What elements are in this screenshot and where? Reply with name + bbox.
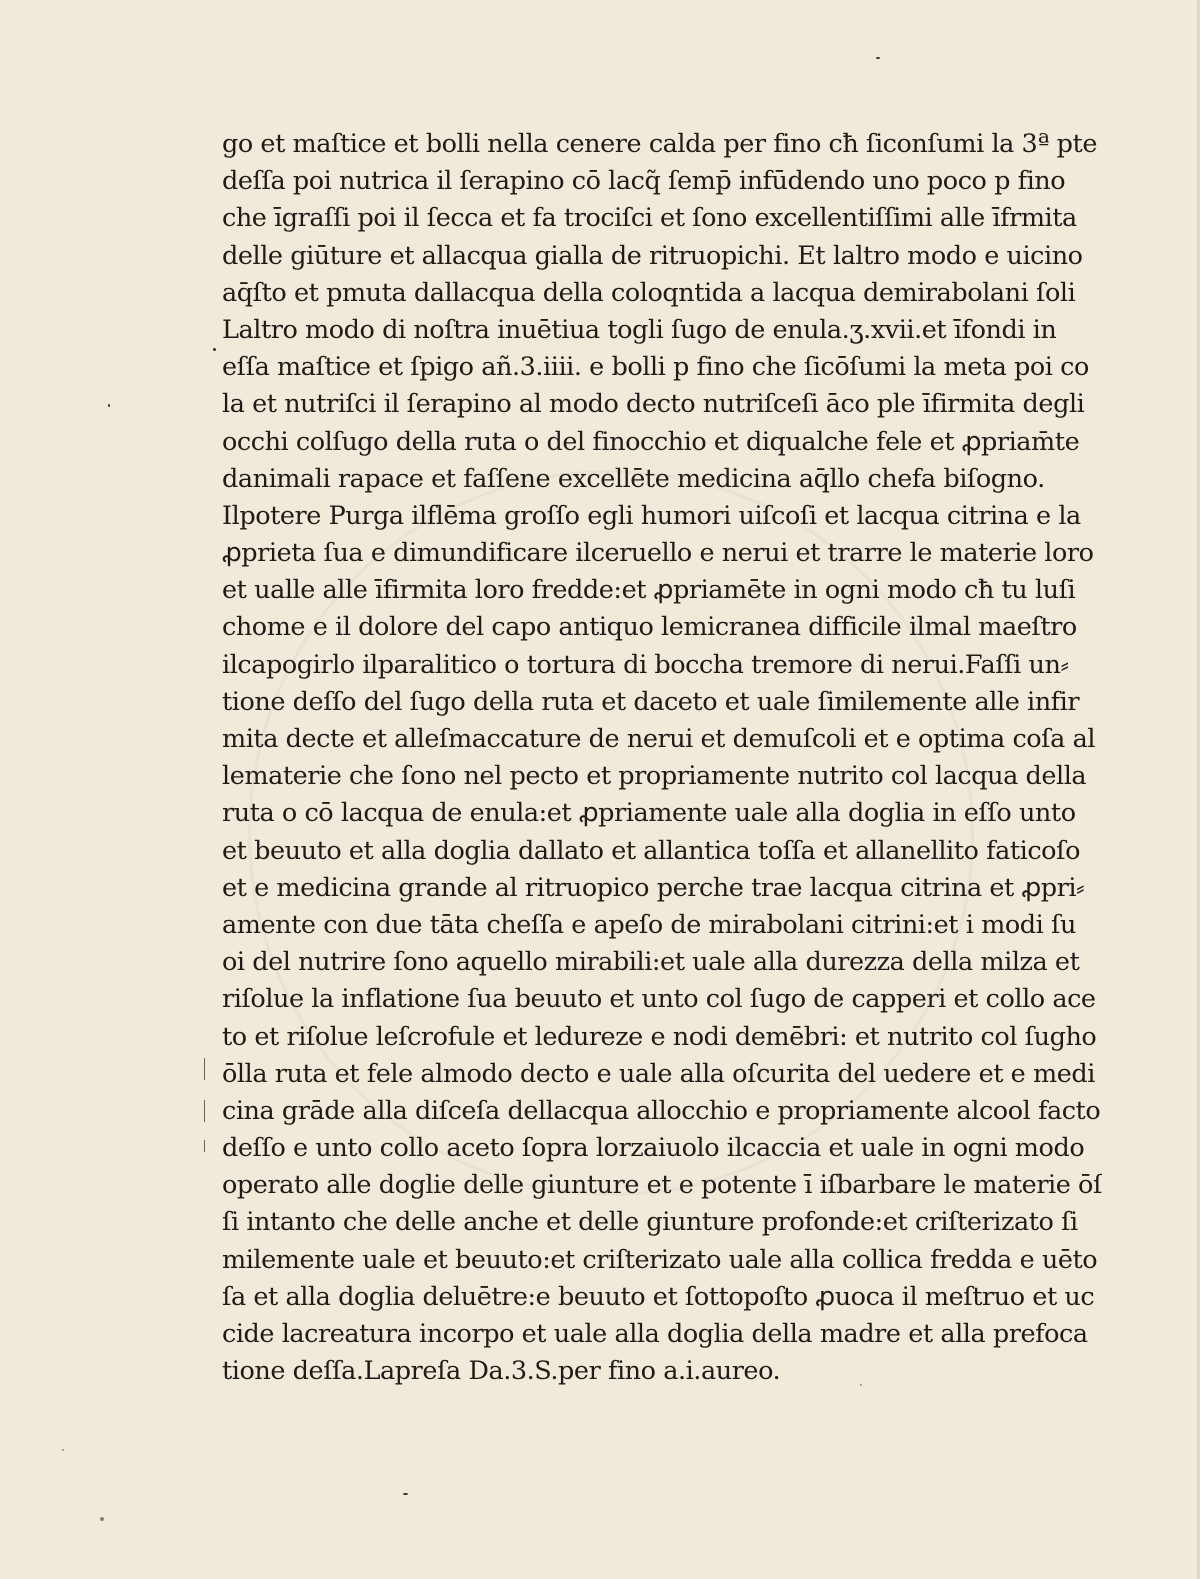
ink-speck [876,57,880,59]
text-line: deſſa poi nutrica il ſerapino cō lacq̃ ſemp̄ infūdendo uno poco p fino [222,166,1066,197]
text-line: mita decte et alleſmaccature de nerui et demuſcoli et e optima coſa al [222,724,1096,754]
margin-mark [204,1140,205,1152]
text-line: eſſa maſtice et ſpigo añ.3.iiii. e bolli p fino che ſicōſumi la meta poi co [222,352,1089,383]
text-line: cide lacreatura incorpo et uale alla doglia della madre et alla prefoca [222,1319,1088,1349]
text-line: amente con due tāta cheſſa e apeſo de mirabolani citrini:et i modi ſu [222,909,1076,940]
text-line: operato alle doglie delle giunture et e potente ī iſbarbare le materie ōſ [222,1170,1102,1201]
text-line: ilcapogirlo ilparalitico o tortura di boccha tremore di nerui.Faſſi un⸗ [222,649,1069,680]
text-line: la et nutriſci il ſerapino al modo decto nutriſceſi āco ple īfirmita degli [222,389,1085,420]
text-line: ſi intanto che delle anche et delle giunture profonde:et criſterizato ſi [222,1207,1078,1238]
ink-speck [213,348,216,351]
margin-mark [204,1058,205,1080]
margin-mark [204,1100,205,1122]
text-line: oi del nutrire ſono aquello mirabili:et uale alla durezza della milza et [222,947,1080,978]
text-line: et beuuto et alla doglia dallato et allantica toſſa et allanellito faticoſo [222,835,1080,866]
text-line: delle giūture et allacqua gialla de ritruopichi. Et laltro modo e uicino [222,240,1083,271]
text-line: ruta o cō lacqua de enula:et ꝓpriamente uale alla doglia in eſſo unto [222,798,1076,829]
text-line: aq̄ſto et pmuta dallacqua della coloqntida a lacqua demirabolani ſoli [222,277,1076,308]
text-line: ſa et alla doglia deluētre:e beuuto et ſottopoſto ꝓuoca il meſtruo et uc [222,1281,1095,1312]
text-line: milemente uale et beuuto:et criſterizato uale alla collica fredda e uēto [222,1244,1098,1275]
ink-speck [108,404,110,407]
ink-speck [62,1449,64,1451]
text-line: ōlla ruta et fele almodo decto e uale alla oſcurita del uedere et e medi [222,1058,1095,1089]
text-line: tione deſſo del ſugo della ruta et daceto et uale ſimilemente alle infir [222,686,1080,717]
text-column [222,126,1102,1390]
text-line: ꝓprieta ſua e dimundificare ilceruello e nerui et trarre le materie loro [222,538,1094,569]
ink-speck [403,1493,408,1495]
text-line: chome e il dolore del capo antiquo lemicranea difficile ilmal maeſtro [222,612,1077,643]
text-line: go et maſtice et bolli nella cenere calda per fino cħ ſiconſumi la 3ª pte [222,129,1097,159]
ink-speck [100,1517,104,1521]
text-line: riſolue la inflatione ſua beuuto et unto col ſugo de capperi et collo ace [222,984,1096,1015]
text-line: che īgraſſi poi il ſecca et fa trociſci et ſono excellentiſſimi alle īfrmita [222,203,1077,234]
text-line: deſſo e unto collo aceto ſopra lorzaiuolo ilcaccia et uale in ogni modo [222,1133,1085,1164]
text-line: et e medicina grande al ritruopico perche trae lacqua citrina et ꝓpri⸗ [222,872,1085,903]
text-line: occhi colſugo della ruta o del finocchio et diqualche fele et ꝓpriam̄te [222,426,1080,457]
text-line: Ilpotere Purga ilflēma groſſo egli humori uiſcoſi et lacqua citrina e la [222,500,1081,531]
text-line: Laltro modo di noſtra inuētiua togli ſugo de enula.ʒ.xvii.et īfondi in [222,314,1057,345]
text-line: danimali rapace et faſſene excellēte medicina aq̄llo chefa biſogno. [222,463,1045,494]
text-line: cina grāde alla diſceſa dellacqua allocchio e propriamente alcool facto [222,1095,1101,1126]
text-line: tione deſſa.Lapreſa Da.3.S.per fino a.i.aureo. [222,1356,781,1387]
text-line: et ualle alle īfirmita loro fredde:et ꝓpriamēte in ogni modo cħ tu luſi [222,575,1076,606]
text-line: to et riſolue leſcrofule et ledureze e nodi demēbri: et nutrito col ſugho [222,1021,1097,1052]
text-line: lematerie che ſono nel pecto et propriamente nutrito col lacqua della [222,761,1087,792]
